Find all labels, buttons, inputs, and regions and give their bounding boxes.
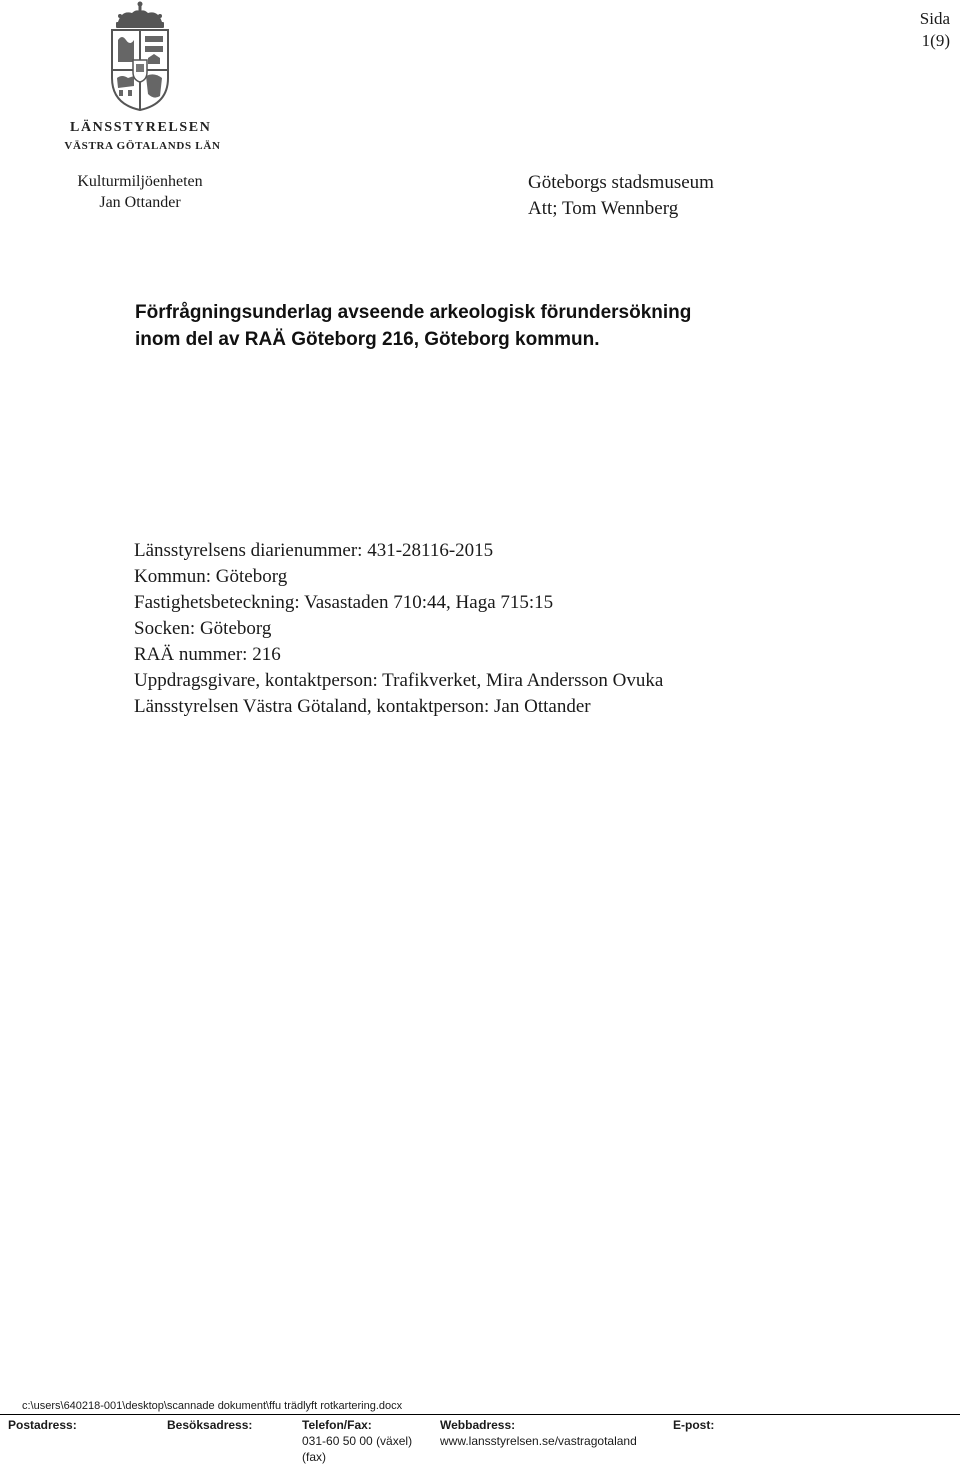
footer-visit-label: Besöksadress: — [167, 1418, 253, 1432]
document-title — [135, 299, 691, 353]
footer-visit — [167, 1417, 252, 1433]
footer-web-link[interactable]: www.lansstyrelsen.se/vastragotaland — [440, 1434, 637, 1448]
footer-email-label: E-post: — [673, 1418, 715, 1432]
detail-raa-number: RAÄ nummer: 216 — [134, 644, 281, 665]
detail-parish: Socken: Göteborg — [134, 618, 272, 639]
detail-municipality: Kommun: Göteborg — [134, 566, 288, 587]
detail-property: Fastighetsbeteckning: Vasastaden 710:44, Haga 715:15 — [134, 592, 554, 613]
sender-block — [60, 171, 220, 213]
page-label: Sida — [919, 9, 950, 28]
detail-diary-number: Länsstyrelsens diarienummer: 431-28116-2015 — [134, 540, 494, 561]
file-path: c:\users\640218-001\desktop\scannade dokument\ffu trädlyft rotkartering.docx — [22, 1400, 403, 1412]
organization-region: VÄSTRA GÖTALANDS LÄN — [64, 140, 221, 152]
footer-postal-label: Postadress: — [8, 1418, 77, 1432]
sender-unit: Kulturmiljöenheten — [77, 173, 203, 190]
title-line-1: Förfrågningsunderlag avseende arkeologisk förundersökning — [135, 302, 692, 323]
coat-of-arms-icon — [108, 0, 172, 112]
recipient-block — [528, 170, 714, 222]
footer-phone-label: Telefon/Fax: — [302, 1418, 372, 1432]
case-details — [134, 538, 663, 720]
footer-email — [673, 1417, 714, 1433]
footer-divider — [0, 1414, 960, 1415]
page-number-block — [920, 8, 950, 52]
title-line-2: inom del av RAÄ Göteborg 216, Göteborg kommun. — [135, 329, 600, 350]
footer-phone-value: 031-60 50 00 (växel) — [302, 1434, 413, 1448]
recipient-organization: Göteborgs stadsmuseum — [528, 172, 714, 193]
footer-fax-value: (fax) — [302, 1450, 326, 1464]
recipient-attention: Att; Tom Wennberg — [528, 198, 679, 219]
detail-client: Uppdragsgivare, kontaktperson: Trafikverket, Mira Andersson Ovuka — [134, 670, 664, 691]
footer-postal — [8, 1417, 77, 1433]
sender-name: Jan Ottander — [99, 194, 181, 211]
detail-county-contact: Länsstyrelsen Västra Götaland, kontaktperson: Jan Ottander — [134, 696, 591, 717]
footer-web — [440, 1417, 637, 1449]
organization-name: LÄNSSTYRELSEN — [70, 120, 212, 135]
footer-web-label: Webbadress: — [440, 1418, 516, 1432]
page-number: 1(9) — [921, 31, 950, 50]
footer-phone — [302, 1417, 412, 1465]
